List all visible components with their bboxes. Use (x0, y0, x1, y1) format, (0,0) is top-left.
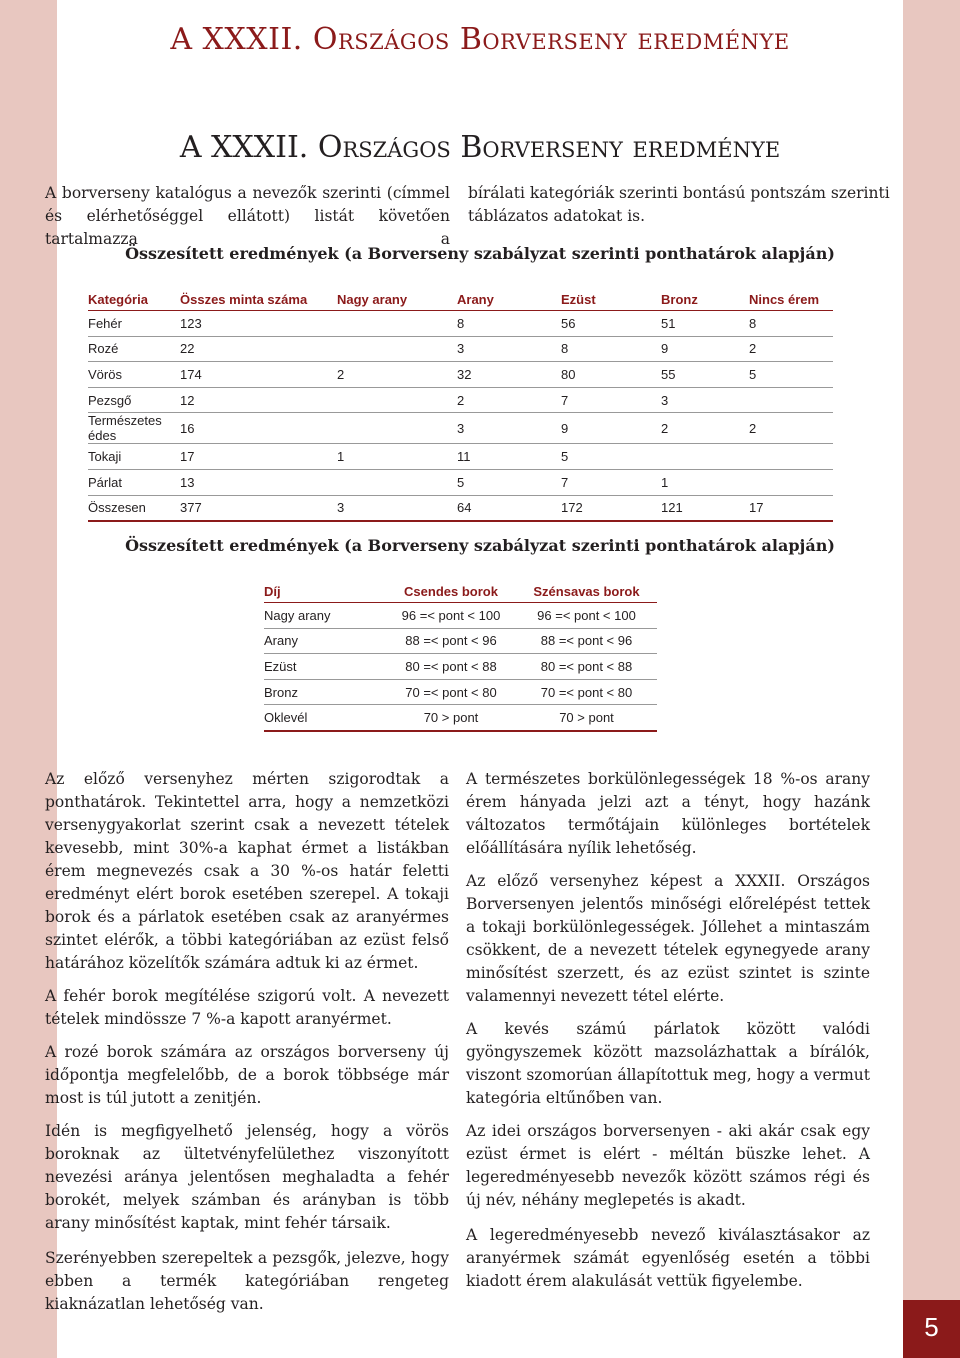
table-cell: 1 (661, 469, 749, 495)
paragraph: A rozé borok számára az országos borverseny új időpontja megfelelőbb, de a borok többsége már most is túl jutott a zenitjén. (45, 1043, 449, 1107)
table-header-row (88, 288, 833, 311)
intro-right-text: bírálati kategóriák szerinti bontású pontszám szerinti táblázatos adatokat is. (468, 184, 890, 225)
table-cell: Tokaji (88, 444, 180, 470)
table-cell: 17 (180, 444, 337, 470)
table-cell: Ezüst (264, 654, 386, 680)
column-header: Arany (457, 288, 561, 311)
column-header: Összes minta száma (180, 288, 337, 311)
thresholds-table (264, 580, 657, 732)
table-cell: 121 (661, 495, 749, 521)
table-cell: 8 (749, 311, 833, 337)
table-cell: 174 (180, 362, 337, 388)
table-cell: 88 =< pont < 96 (386, 628, 516, 654)
column-header: Szénsavas borok (516, 580, 657, 603)
table-cell (337, 336, 457, 362)
table-cell (337, 469, 457, 495)
table-cell: 80 =< pont < 88 (516, 654, 657, 680)
paragraph: Az előző versenyhez mérten szigorodtak a ponthatárok. Tekintettel arra, hogy a nemzetközi versenygyakorlat szerint csak a nevezett tételek kevesebb, mint 30%-a kaphat érmet a listákban érem megnevezés csak a 30 %-os határ feletti eredményt elért borok esetében szerepel. A tokaji borok és a párlatok esetében csak az aranyérmes szintet elérők, a többi kategóriában az ezüst felső határához közelítők számára adtuk ki az érmet. (45, 770, 449, 972)
table-cell: 17 (749, 495, 833, 521)
table-cell: 2 (337, 362, 457, 388)
table-row (88, 362, 833, 388)
table-cell: 7 (561, 469, 661, 495)
intro-left-text: A borverseny katalógus a nevezők szerinti (címmel és elérhetőséggel ellátott) listát követően tartalmazza a (45, 184, 450, 248)
table-cell: Bronz (264, 679, 386, 705)
table-cell: 80 =< pont < 88 (386, 654, 516, 680)
paragraph: Az előző versenyhez képest a XXXII. Országos Borversenyen jelentős minőségi előrelépést tettek a tokaji borkülönlegességek. Jóllehet a mintaszám csökkent, de a nevezett tételek egynegyede arany minősítést szerzett, és az ezüst szintet is szinte valamennyi nevezett tétel elérte. (466, 872, 870, 1005)
table-cell: 5 (749, 362, 833, 388)
table-cell: 64 (457, 495, 561, 521)
table-cell: Összesen (88, 495, 180, 521)
table-header-row (264, 580, 657, 603)
table-cell: 56 (561, 311, 661, 337)
table-row (88, 495, 833, 521)
table-cell: 5 (561, 444, 661, 470)
table-cell: Oklevél (264, 705, 386, 731)
table-cell: 8 (561, 336, 661, 362)
table-cell: 96 =< pont < 100 (516, 603, 657, 629)
table-cell: 3 (337, 495, 457, 521)
table-row (88, 469, 833, 495)
table-cell: 55 (661, 362, 749, 388)
running-title: A XXXII. Országos Borverseny eredménye (170, 22, 790, 57)
table-row (88, 387, 833, 413)
table-cell: 172 (561, 495, 661, 521)
table2-heading: Összesített eredmények (a Borverseny szabályzat szerinti ponthatárok alapján) (125, 536, 835, 555)
table-row (88, 444, 833, 470)
table-cell: 13 (180, 469, 337, 495)
table-cell: 32 (457, 362, 561, 388)
table-cell: 7 (561, 387, 661, 413)
page-number: 5 (924, 1312, 939, 1342)
table-row (264, 654, 657, 680)
paragraph: Idén is megfigyelhető jelenség, hogy a vörös boroknak az ültetvényfelülethez viszonyított nevezési aránya jelentősen meghaladta a fehér borokét, melyek számban és arányban is több arany minősítést kaptak, mint fehér társaik. (45, 1122, 449, 1232)
table1-heading: Összesített eredmények (a Borverseny szabályzat szerinti ponthatárok alapján) (125, 244, 835, 263)
table-cell: 3 (457, 336, 561, 362)
table-row (264, 705, 657, 731)
table-cell: 70 =< pont < 80 (516, 679, 657, 705)
body-left-column (45, 768, 449, 1326)
table-cell (661, 444, 749, 470)
table-cell: Vörös (88, 362, 180, 388)
table-row (88, 336, 833, 362)
table-cell: 3 (661, 387, 749, 413)
table-cell: Nagy arany (264, 603, 386, 629)
table-row (264, 603, 657, 629)
table-cell (337, 387, 457, 413)
column-header: Nincs érem (749, 288, 833, 311)
table-cell: 3 (457, 413, 561, 444)
table-cell: 123 (180, 311, 337, 337)
table-cell (337, 413, 457, 444)
table-cell: 12 (180, 387, 337, 413)
table-cell: 22 (180, 336, 337, 362)
table-cell (749, 469, 833, 495)
paragraph: A legeredményesebb nevező kiválasztásakor az aranyérmek számát egyenlőség esetén a többi kiadott érem alakulását vettük figyelembe. (466, 1226, 870, 1290)
table-cell: Párlat (88, 469, 180, 495)
table-cell: 377 (180, 495, 337, 521)
column-header: Ezüst (561, 288, 661, 311)
column-header: Díj (264, 580, 386, 603)
table-cell: 70 =< pont < 80 (386, 679, 516, 705)
table-cell: 1 (337, 444, 457, 470)
paragraph: A természetes borkülönlegességek 18 %-os arany érem hányada jelzi azt a tényt, hogy hazánk változatos termőtájain különleges bortételek előállítására nyílik lehetőség. (466, 770, 870, 857)
right-margin-band (903, 0, 960, 1358)
page-title: A XXXII. Országos Borverseny eredménye (179, 130, 781, 165)
table-cell (749, 387, 833, 413)
table-cell: Rozé (88, 336, 180, 362)
table-row (88, 311, 833, 337)
results-table (88, 288, 833, 522)
paragraph: A fehér borok megítélése szigorú volt. A nevezett tételek mindössze 7 %-a kapott aranyérmet. (45, 987, 449, 1028)
table-cell: Természetes édes (88, 413, 180, 444)
table-cell: 70 > pont (386, 705, 516, 731)
table-cell (749, 444, 833, 470)
column-header: Csendes borok (386, 580, 516, 603)
table-cell: 70 > pont (516, 705, 657, 731)
column-header: Kategória (88, 288, 180, 311)
table-cell: 96 =< pont < 100 (386, 603, 516, 629)
table-cell (337, 311, 457, 337)
table-row (264, 628, 657, 654)
paragraph: Az idei országos borversenyen - aki akár csak egy ezüst érmet is elért - méltán büszke lehet. A legeredményesebb nevezők között számos régi és új név, néhány meglepetés is akadt. (466, 1122, 870, 1209)
column-header: Bronz (661, 288, 749, 311)
table-cell: 88 =< pont < 96 (516, 628, 657, 654)
table-cell: 8 (457, 311, 561, 337)
table-cell: 5 (457, 469, 561, 495)
table-cell: Pezsgő (88, 387, 180, 413)
paragraph: Szerényebben szerepeltek a pezsgők, jelezve, hogy ebben a termék kategóriában rengeteg kiaknázatlan lehetőség van. (45, 1249, 449, 1313)
table-cell: 2 (457, 387, 561, 413)
table-cell: 9 (661, 336, 749, 362)
table-cell: 2 (749, 336, 833, 362)
table-cell: 2 (749, 413, 833, 444)
table-cell: 80 (561, 362, 661, 388)
table-cell: Arany (264, 628, 386, 654)
paragraph: A kevés számú párlatok között valódi gyöngyszemek között mazsolázhattak a bírálók, viszont szomorúan állapítottuk meg, hogy a vermut kategória eltűnőben van. (466, 1020, 870, 1107)
column-header: Nagy arany (337, 288, 457, 311)
table-cell: 16 (180, 413, 337, 444)
table-cell: 9 (561, 413, 661, 444)
table-cell: 11 (457, 444, 561, 470)
table-cell: 51 (661, 311, 749, 337)
body-right-column (466, 768, 870, 1303)
table-row (88, 413, 833, 444)
table-cell: 2 (661, 413, 749, 444)
table-cell: Fehér (88, 311, 180, 337)
table-row (264, 679, 657, 705)
